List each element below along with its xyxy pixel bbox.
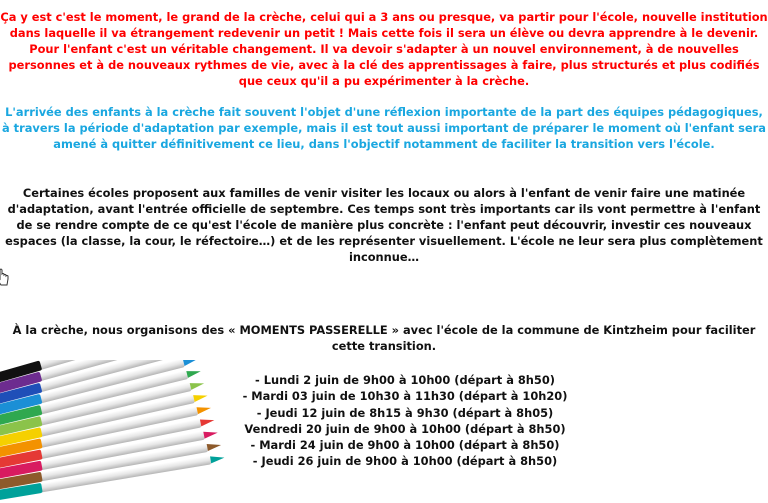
intro-paragraph: Ça y est c'est le moment, le grand de la crèche, celui qui a 3 ans ou presque, va partir pour l'école, nouvelle institution dans laquelle il va étrangement redevenir un petit ! Mais cette fois il sera un élève ou devra apprendre à le devenir. Pour l'enfant c'est un véritable changement. Il va devoir s'adapter à un nouvel environnement, à de nouvelles personnes et à de nouveaux rythmes de vie, avec à la clé des apprentissages à faire, plus structurés et plus codifiés que ceux qu'il a pu expérimenter à la crèche.: [0, 10, 768, 88]
visits-paragraph: Certaines écoles proposent aux familles de venir visiter les locaux ou alors à l'enfant de venir faire une matinée d'adaptation, avant l'entrée officielle de septembre. Ces temps sont très importants car ils vont permettre à l'enfant de se rendre compte de ce qu'est l'école de manière plus concrète : l'enfant peut découvrir, investir ces nouveaux espaces (la classe, la cour, le réfectoire…) et de les représenter visuellement. L'école ne leur sera plus complètement inconnue…: [5, 186, 763, 264]
team-paragraph: L'arrivée des enfants à la crèche fait souvent l'objet d'une réflexion importante de la part des équipes pédagogiques, à travers la période d'adaptation par exemple, mais il est tout aussi important de préparer le moment où l'enfant sera amené à quitter définitivement ce lieu, dans l'objectif notamment de faciliter la transition vers l'école.: [2, 105, 766, 151]
date-item: Vendredi 20 juin de 9h00 à 10h00 (départ à 8h50): [244, 421, 566, 436]
dates-list: [215, 372, 595, 470]
date-item: - Jeudi 12 juin de 8h15 à 9h30 (départ à 8h05): [256, 405, 554, 420]
date-item: - Jeudi 26 juin de 9h00 à 10h00 (départ à 8h50): [252, 454, 558, 469]
felt-markers-illustration: [0, 360, 250, 503]
date-item: - Mardi 03 juin de 10h30 à 11h30 (départ à 10h20): [242, 389, 568, 404]
date-item: - Lundi 2 juin de 9h00 à 10h00 (départ à 8h50): [255, 373, 555, 387]
hand-pointer-icon: [0, 268, 10, 288]
date-item: - Mardi 24 juin de 9h00 à 10h00 (départ à 8h50): [250, 438, 560, 453]
passerelle-paragraph: À la crèche, nous organisons des « MOMENTS PASSERELLE » avec l'école de la commune de Kintzheim pour faciliter cette transition.: [12, 323, 756, 353]
